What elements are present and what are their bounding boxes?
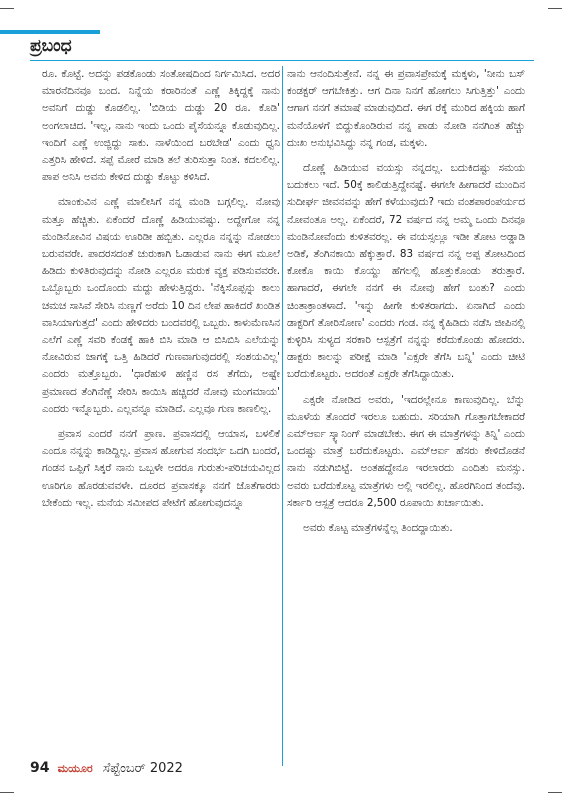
- header-accent-bar: [0, 30, 100, 34]
- crop-mark: [548, 792, 562, 793]
- crop-mark: [0, 8, 14, 9]
- paragraph: ರೂ. ಕೊಟ್ಟೆ. ಅದನ್ನು ಪಡಕೊಂಡು ಸಂತೋಷದಿಂದ ನಿರ್ಗಮಿಸಿದ. ಅದರ ಮಾರನೆದಿನವೂ ಬಂದ. ನಿನ್ನೆಯ ಕರಾರಿನಂತೆ ಎಣ್ಣೆ ತಿಕ್ಕಿದ್ದಕ್ಕೆ ನಾನು ಅವನಿಗೆ ದುಡ್ಡು ಕೊಡಲಿಲ್ಲ. 'ಬಿಡಿಯ ದುಡ್ಡು 20 ರೂ. ಕೊಡಿ' ಅಂಗಲಾಚಿದ. 'ಇಲ್ಲ, ನಾನು ಇಂದು ಒಂದು ಪೈಸೆಯನ್ನೂ ಕೊಡುವುದಿಲ್ಲ. ಇಂದಿಗೆ ಎಣ್ಣೆ ಉಜ್ಜಿದ್ದು ಸಾಕು. ನಾಳೆಯಿಂದ ಬರಬೇಡ' ಎಂದು ಧ್ವನಿ ಎತ್ತರಿಸಿ ಹೇಳಿದೆ. ಸಪ್ಪೆ ಮೋರೆ ಮಾಡಿ ತಲೆ ತುರಿಸುತ್ತಾ ನಿಂತ. ಕದಲಲಿಲ್ಲ. ಪಾಪ ಅನಿಸಿ ಅವನು ಕೇಳಿದ ದುಡ್ಡು ಕೊಟ್ಟು ಕಳಿಸಿದೆ.: [42, 68, 280, 184]
- paragraph: ನಾನು ಆನಂದಿಸುತ್ತೇನೆ. ನನ್ನ ಈ ಪ್ರವಾಸಪ್ರೇಮಕ್ಕೆ ಮಕ್ಕಳು, 'ನೀನು ಬಸ್ ಕಂಡಕ್ಟರ್ ಆಗಬೇಕಿತ್ತು. ಆಗ ದಿನಾ ನಿನಗೆ ಹೋಗಲು ಸಿಗುತ್ತಿತ್ತು' ಎಂದು ಆಗಾಗ ನನಗೆ ತಮಾಷೆ ಮಾಡುವುದಿದೆ. ಈಗ ರೆಕ್ಕೆ ಮುರಿದ ಹಕ್ಕಿಯ ಹಾಗೆ ಮನೆಯೊಳಗೆ ಬಿದ್ದುಕೊಂಡಿರುವ ನನ್ನ ಪಾಡು ನೋಡಿ ನನಗಿಂತ ಹೆಚ್ಚು ದುಃಖ ಅನುಭವಿಸಿದ್ದು ನನ್ನ ಗಂಡ, ಮಕ್ಕಳು.: [287, 68, 525, 149]
- page-number: 94: [30, 760, 50, 776]
- paragraph: ದೊಣ್ಣೆ ಹಿಡಿಯುವ ವಯಸ್ಸು ನನ್ನದಲ್ಲ. ಬದುಕಿದಷ್ಟು ಸಮಯ ಬದುಕಲು ಇದೆ. 50ಕ್ಕೆ ಕಾಲಿಡುತ್ತಿದ್ದೇನಷ್ಟೆ. ಈಗಲೇ ಹೀಗಾದರೆ ಮುಂದಿನ ಸುದೀರ್ಘ ಜೀವನವನ್ನು ಹೇಗೆ ಕಳೆಯುವುದು? ಇದು ವಂಶಪಾರಂಪರ್ಯದ ನೋವಂತೂ ಅಲ್ಲ. ಏಕೆಂದರೆ, 72 ವರ್ಷದ ನನ್ನ ಅಮ್ಮ ಒಂದು ದಿನವೂ ಮಂಡಿನೋವೆಂದು ಕುಳಿತವರಲ್ಲ. ಈ ವಯಸ್ಸಲ್ಲೂ ಇಡೀ ತೋಟ ಅಡ್ಡಾಡಿ ಅಡಿಕೆ, ತೆಂಗಿನಕಾಯಿ ಹೆಕ್ಕುತ್ತಾರೆ. 83 ವರ್ಷದ ನನ್ನ ಅಪ್ಪ ತೋಟದಿಂದ ಕೋಕೊ ಕಾಯಿ ಕೊಯ್ದು ಹೆಗಲಲ್ಲಿ ಹೊತ್ತುಕೊಂಡು ತರುತ್ತಾರೆ. ಹಾಗಾದರೆ, ಈಗಲೇ ನನಗೆ ಈ ನೋವು ಹೇಗೆ ಬಂತು? ಎಂದು ಚಿಂತಾಕ್ರಾಂತಳಾದೆ. 'ಇನ್ನು ಹೀಗೇ ಕುಳಿತರಾಗದು. ಏನಾಗಿದೆ ಎಂದು ಡಾಕ್ಟರಿಗೆ ತೋರಿಸೋಣ' ಎಂದರು ಗಂಡ. ನನ್ನ ಕೈಹಿಡಿದು ನಡೆಸಿ ಜೀಪಿನಲ್ಲಿ ಕುಳ್ಳಿರಿಸಿ ಸುಳ್ಯದ ಸರಕಾರಿ ಆಸ್ಪತ್ರೆಗೆ ನನ್ನನ್ನು ಕರೆದುಕೊಂಡು ಹೋದರು. ಡಾಕ್ಟರು ಕಾಲನ್ನು ಪರೀಕ್ಷೆ ಮಾಡಿ 'ಎಕ್ಸರೇ ತೆಗೆಸಿ ಬನ್ನಿ' ಎಂದು ಚೀಟಿ ಬರೆದುಕೊಟ್ಟರು. ಅದರಂತೆ ಎಕ್ಸರೇ ತೆಗೆಸಿದ್ದಾಯಿತು.: [287, 162, 525, 381]
- section-title: ಪ್ರಬಂಧ: [30, 36, 72, 56]
- crop-mark: [548, 8, 562, 9]
- crop-mark: [0, 792, 14, 793]
- page-footer: [30, 760, 183, 776]
- magazine-logo: ಮಯೂರ: [57, 762, 93, 775]
- issue-date: ಸೆಪ್ಟೆಂಬರ್ 2022: [102, 761, 183, 776]
- paragraph: ಎಕ್ಸರೇ ನೋಡಿದ ಅವರು, 'ಇದರಲ್ಲೇನೂ ಕಾಣುವುದಿಲ್ಲ. ಬೆನ್ನು ಮೂಳೆಯ ತೊಂದರೆ ಇರಲೂ ಬಹುದು. ಸರಿಯಾಗಿ ಗೊತ್ತಾಗಬೇಕಾದರೆ ಎಮ್ಆರ್ಐ ಸ್ಕ್ಯಾನಿಂಗ್ ಮಾಡಬೇಕು. ಈಗ ಈ ಮಾತ್ರೆಗಳನ್ನು ತಿನ್ನಿ' ಎಂದು ಒಂದಷ್ಟು ಮಾತ್ರೆ ಬರೆದುಕೊಟ್ಟರು. ಎಮ್ಆರ್ಐ ಹೆಸರು ಕೇಳಿದೊಡನೆ ನಾನು ನಡುಗಿಬಿಟ್ಟೆ. ಅಂತಹದ್ದೇನೂ ಇರಲಾರದು ಎಂದಿತು ಮನಸ್ಸು. ಅವರು ಬರೆದುಕೊಟ್ಟ ಮಾತ್ರೆಗಳು ಅಲ್ಲಿ ಇರಲಿಲ್ಲ. ಹೊರಗಿನಿಂದ ತಂದೆವು. ಸರ್ಕಾರಿ ಆಸ್ಪತ್ರೆ ಆದರೂ 2,500 ರೂಪಾಯಿ ಖರ್ಚಾಯಿತು.: [287, 393, 525, 509]
- paragraph: ಅವರು ಕೊಟ್ಟ ಮಾತ್ರೆಗಳನ್ನೆಲ್ಲ ತಿಂದದ್ದಾಯಿತು.: [303, 522, 453, 535]
- right-column: [287, 66, 525, 766]
- left-column: [42, 66, 280, 766]
- header-rule: [30, 60, 534, 61]
- paragraph: ಮಾಂಕುವಿನ ಎಣ್ಣೆ ಮಾಲೀಸಿಗೆ ನನ್ನ ಮಂಡಿ ಬಗ್ಗಲಿಲ್ಲ. ನೋವು ಮತ್ತೂ ಹೆಚ್ಚಿತು. ಏಕೆಂದರೆ ದೊಣ್ಣೆ ಹಿಡಿಯುವಷ್ಟು. ಅದ್ದೇಗೋ ನನ್ನ ಮಂಡಿನೋವಿನ ವಿಷಯ ಊರಿಡೀ ಹಬ್ಬಿತು. ಎಲ್ಲರೂ ನನ್ನನ್ನು ನೋಡಲು ಬರುವವರೇ. ಪಾದರಸದಂತೆ ಚುರುಕಾಗಿ ಓಡಾಡುವ ನಾನು ಈಗ ಮೂಲೆ ಹಿಡಿದು ಕುಳಿತಿರುವುದನ್ನು ನೋಡಿ ಎಲ್ಲರೂ ಮರುಕ ವ್ಯಕ್ತ ಪಡಿಸುವವರೇ. ಒಬ್ಬೊಬ್ಬರು ಒಂದೊಂದು ಮದ್ದು ಹೇಳುತ್ತಿದ್ದರು. 'ನೆಕ್ಕಿಸೊಪ್ಪನ್ನು ಕಾಲು ಚಮಚ ಸಾಸಿವೆ ಸೇರಿಸಿ ನುಣ್ಣಗೆ ಅರೆದು 10 ದಿನ ಲೇಪ ಹಾಕಿದರೆ ಖಂಡಿತ ವಾಸಿಯಾಗುತ್ತದೆ' ಎಂದು ಹೇಳಿದರು ಬಂದವರಲ್ಲಿ ಒಬ್ಬರು. ಕಾಳುಮೆಣಸಿನ ಎಲೆಗೆ ಎಣ್ಣೆ ಸವರಿ ಕೆಂಡಕ್ಕೆ ಹಾಕಿ ಬಿಸಿ ಮಾಡಿ ಆ ಬಿಸಿಬಿಸಿ ಎಲೆಯನ್ನು ನೋವಿರುವ ಜಾಗಕ್ಕೆ ಒತ್ತಿ ಹಿಡಿದರೆ ಗುಣವಾಗುವುದರಲ್ಲಿ ಸಂಶಯವಿಲ್ಲ' ಎಂದರು ಮತ್ತೊಬ್ಬರು. 'ಧಾರೆಹುಳಿ ಹಣ್ಣಿನ ರಸ ತೆಗೆದು, ಅಷ್ಟೇ ಪ್ರಮಾಣದ ತೆಂಗಿನೆಣ್ಣೆ ಸೇರಿಸಿ ಕಾಯಿಸಿ ಹಚ್ಚಿದರೆ ನೋವು ಮಂಗಮಾಯ' ಎಂದರು ಇನ್ನೊಬ್ಬರು. ಎಲ್ಲವನ್ನೂ ಮಾಡಿದೆ. ಎಲ್ಲವೂ ಗುಣ ಕಾಣಲಿಲ್ಲ.: [42, 196, 280, 415]
- paragraph: ಪ್ರವಾಸ ಎಂದರೆ ನನಗೆ ಪ್ರಾಣ. ಪ್ರವಾಸದಲ್ಲಿ ಆಯಾಸ, ಬಳಲಿಕೆ ಎಂದೂ ನನ್ನನ್ನು ಕಾಡಿದ್ದಿಲ್ಲ. ಪ್ರವಾಸ ಹೋಗುವ ಸಂದರ್ಭ ಒದಗಿ ಬಂದರೆ, ಗಂಡನ ಒಪ್ಪಿಗೆ ಸಿಕ್ಕರೆ ನಾನು ಒಬ್ಬಳೇ ಅದರೂ ಗುರುತು-ಪರಿಚಯವಿಲ್ಲದ ಊರಿಗೂ ಹೊರಡುವವಳೇ. ದೂರದ ಪ್ರವಾಸಕ್ಕೂ ನನಗೆ ಜೊತೆಗಾರರು ಬೇಕೆಂದು ಇಲ್ಲ. ಮನೆಯ ಸಮೀಪದ ಪೇಟೆಗೆ ಹೋಗುವುದನ್ನೂ: [42, 428, 280, 509]
- column-divider: [282, 66, 283, 766]
